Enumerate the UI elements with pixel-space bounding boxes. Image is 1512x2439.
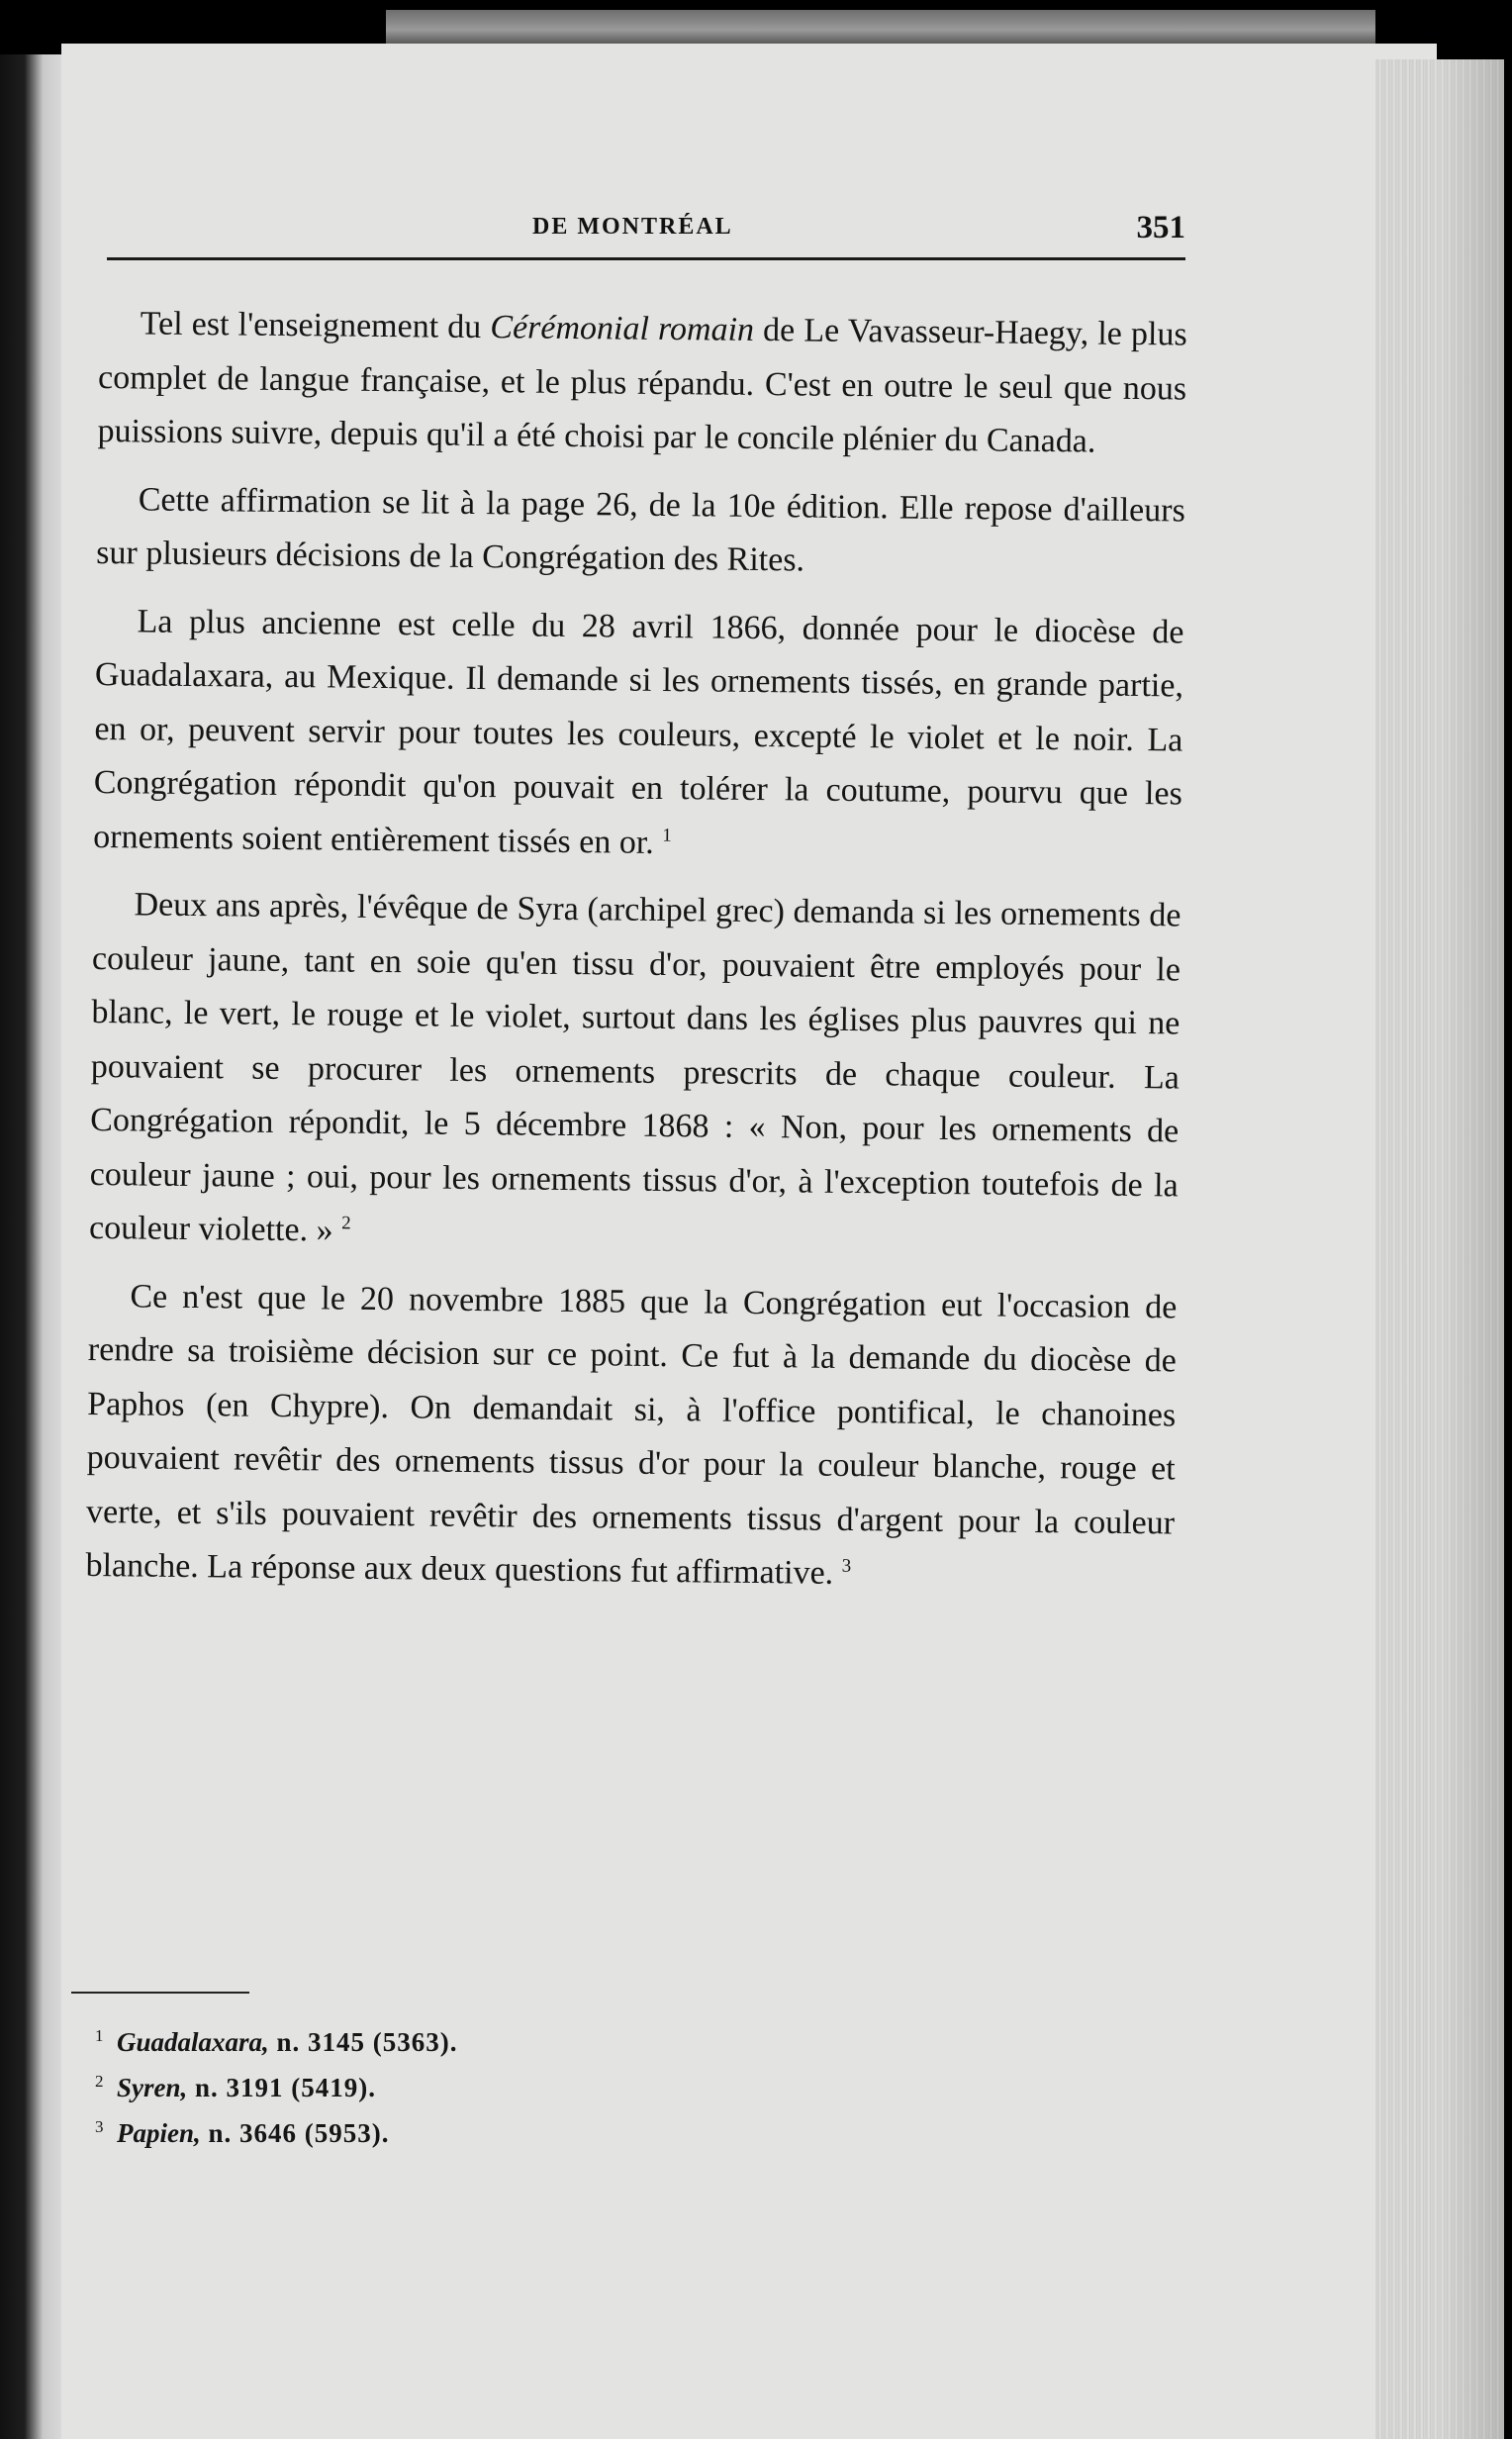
footnote-source: Guadalaxara, <box>117 2027 269 2057</box>
paragraph-text: de Le Vavasseur-Haegy, le plus complet de langue française, et le plus répandu. C'est en outre le seul que nous puissions suivre, depuis qu'il a été choisi par le concile plénier du Canada. <box>97 311 1187 460</box>
footnote-reference: 3 <box>841 1555 852 1577</box>
paragraph-text: La plus ancienne est celle du 28 avril 1866, donnée pour le diocèse de Guadalaxara, au Mexique. Il demande si les ornements tissés, en grande partie, en or, peuvent servir pour toutes les couleurs, excepté le violet et le noir. La Congrégation répondit qu'on pouvait en tolérer la coutume, pourvu que les ornements soient entièrement tissés en or. <box>93 602 1184 861</box>
footnote-number: n. 3646 (5953). <box>200 2118 390 2148</box>
footnote: 3 Papien, n. 3646 (5953). <box>95 2117 390 2148</box>
paragraph <box>96 472 1185 592</box>
footnote-reference: 2 <box>341 1213 351 1234</box>
footnote-number: n. 3191 (5419). <box>187 2073 377 2102</box>
footnote-source: Papien, <box>117 2118 201 2148</box>
paragraph <box>85 1269 1177 1605</box>
paragraph-text: Tel est l'enseignement du <box>140 305 491 346</box>
scanner-top-strip <box>386 10 1375 44</box>
running-title: DE MONTRÉAL <box>532 214 733 240</box>
paragraph-text: Deux ans après, l'évêque de Syra (archipel grec) demanda si les ornements de couleur jaune, tant en soie qu'en tissu d'or, pouvaient être employés pour le blanc, le vert, le rouge et le violet, surtout dans les églises plus pauvres qui ne pouvaient se procurer les ornements prescrits de chaque couleur. La Congrégation répondit, le 5 décembre 1868 : « Non, pour les ornements de couleur jaune ; oui, pour les ornements tissus d'or, à l'exception toutefois de la couleur violette. » <box>88 886 1181 1249</box>
footnote-rule <box>71 1992 249 1994</box>
running-head <box>107 198 1185 260</box>
footnote: 1 Guadalaxara, n. 3145 (5363). <box>95 2026 458 2057</box>
body-text <box>85 297 1187 1618</box>
footnotes <box>95 2019 986 2156</box>
page-stack-shadow <box>1440 59 1512 2439</box>
footnote-reference: 1 <box>662 825 672 846</box>
paragraph <box>89 878 1181 1267</box>
paragraph <box>97 297 1187 470</box>
footnote-number: n. 3145 (5363). <box>268 2027 458 2057</box>
book-title: Cérémonial romain <box>490 309 755 348</box>
footnote-source: Syren, <box>117 2073 188 2102</box>
page-number: 351 <box>1136 210 1185 245</box>
paragraph <box>93 594 1184 875</box>
book-spine-edge <box>0 54 61 2439</box>
footnote: 2 Syren, n. 3191 (5419). <box>95 2072 377 2102</box>
paragraph-text: Cette affirmation se lit à la page 26, de la 10e édition. Elle repose d'ailleurs sur plusieurs décisions de la Congrégation des Rites. <box>96 480 1185 579</box>
paragraph-text: Ce n'est que le 20 novembre 1885 que la Congrégation eut l'occasion de rendre sa troisième décision sur ce point. Ce fut à la demande du diocèse de Paphos (en Chypre). On demandait si, à l'office pontifical, le chanoines pouvaient revêtir des ornements tissus d'or pour la couleur blanche, rouge et verte, et s'ils pouvaient revêtir des ornements tissus d'argent pour la couleur blanche. La réponse aux deux questions fut affirmative. <box>85 1277 1178 1592</box>
